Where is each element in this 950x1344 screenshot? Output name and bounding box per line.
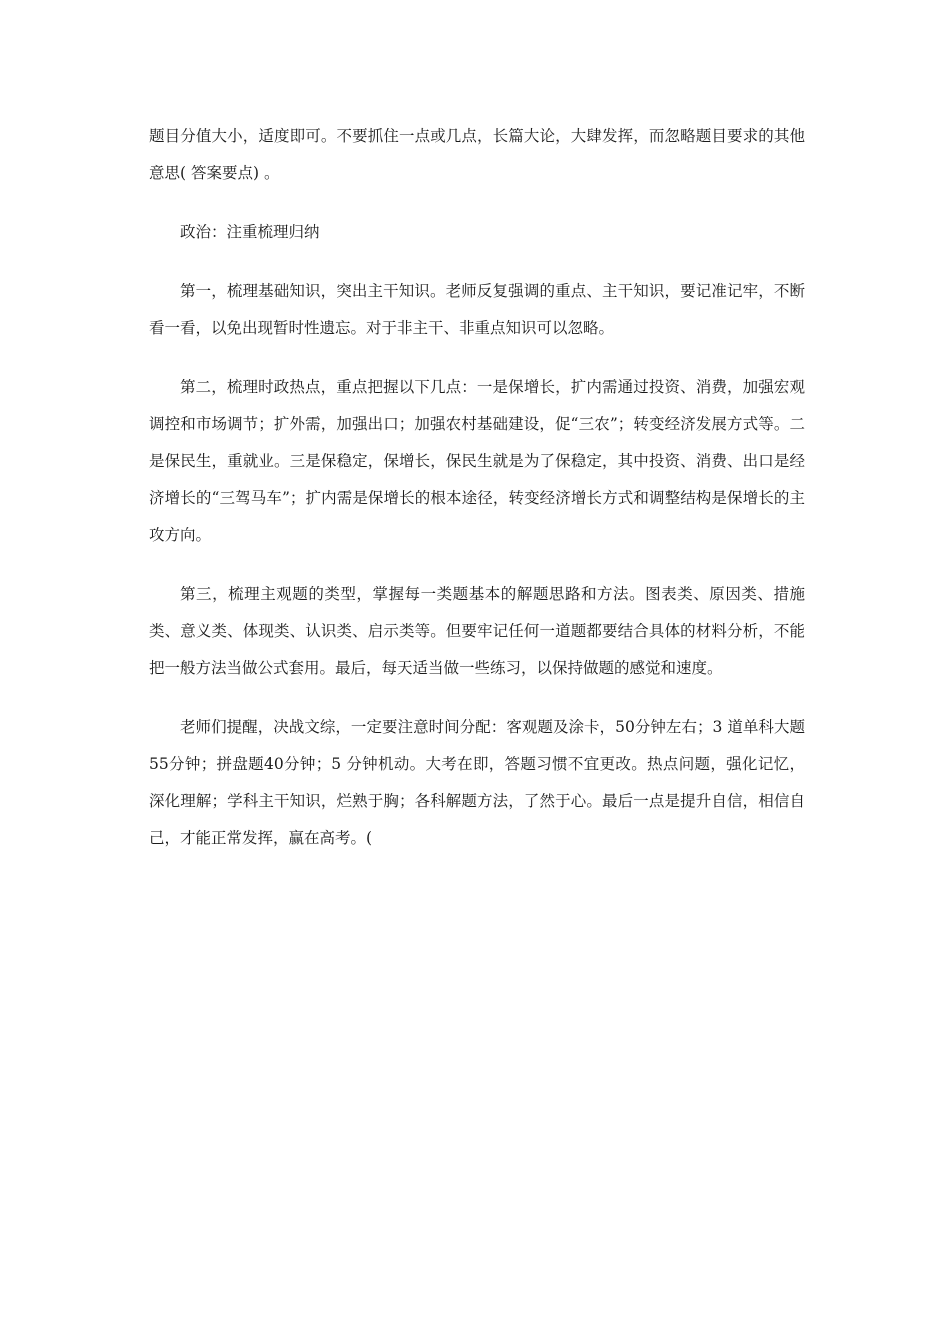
section-heading-politics: 政治：注重梳理归纳 (180, 223, 320, 241)
paragraph-point-one: 第一，梳理基础知识，突出主干知识。老师反复强调的重点、主干知识，要记准记牢，不断看一看，以免出现暂时性遗忘。对于非主干、非重点知识可以忽略。 (149, 282, 805, 337)
paragraph-teacher-reminder: 老师们提醒，决战文综，一定要注意时间分配：客观题及涂卡，50分钟左右；3 道单科大题55分钟；拼盘题40分钟；5 分钟机动。大考在即，答题习惯不宜更改。热点问题，强化记忆，深化理解；学科主干知识，烂熟于胸；各科解题方法，了然于心。最后一点是提升自信，相信自己，才能正常发挥，赢在高考。( (149, 718, 805, 847)
document-body (149, 118, 805, 879)
paragraph-point-two: 第二，梳理时政热点，重点把握以下几点：一是保增长，扩内需通过投资、消费，加强宏观调控和市场调节；扩外需，加强出口；加强农村基础建设，促“三农”；转变经济发展方式等。二是保民生，重就业。三是保稳定，保增长，保民生就是为了保稳定，其中投资、消费、出口是经济增长的“三驾马车”；扩内需是保增长的根本途径，转变经济增长方式和调整结构是保增长的主攻方向。 (149, 378, 805, 544)
paragraph-continuation: 题目分值大小，适度即可。不要抓住一点或几点，长篇大论，大肆发挥，而忽略题目要求的其他意思( 答案要点) 。 (149, 127, 805, 182)
paragraph-point-three: 第三，梳理主观题的类型，掌握每一类题基本的解题思路和方法。图表类、原因类、措施类、意义类、体现类、认识类、启示类等。但要牢记任何一道题都要结合具体的材料分析，不能把一般方法当做公式套用。最后，每天适当做一些练习，以保持做题的感觉和速度。 (149, 585, 805, 677)
